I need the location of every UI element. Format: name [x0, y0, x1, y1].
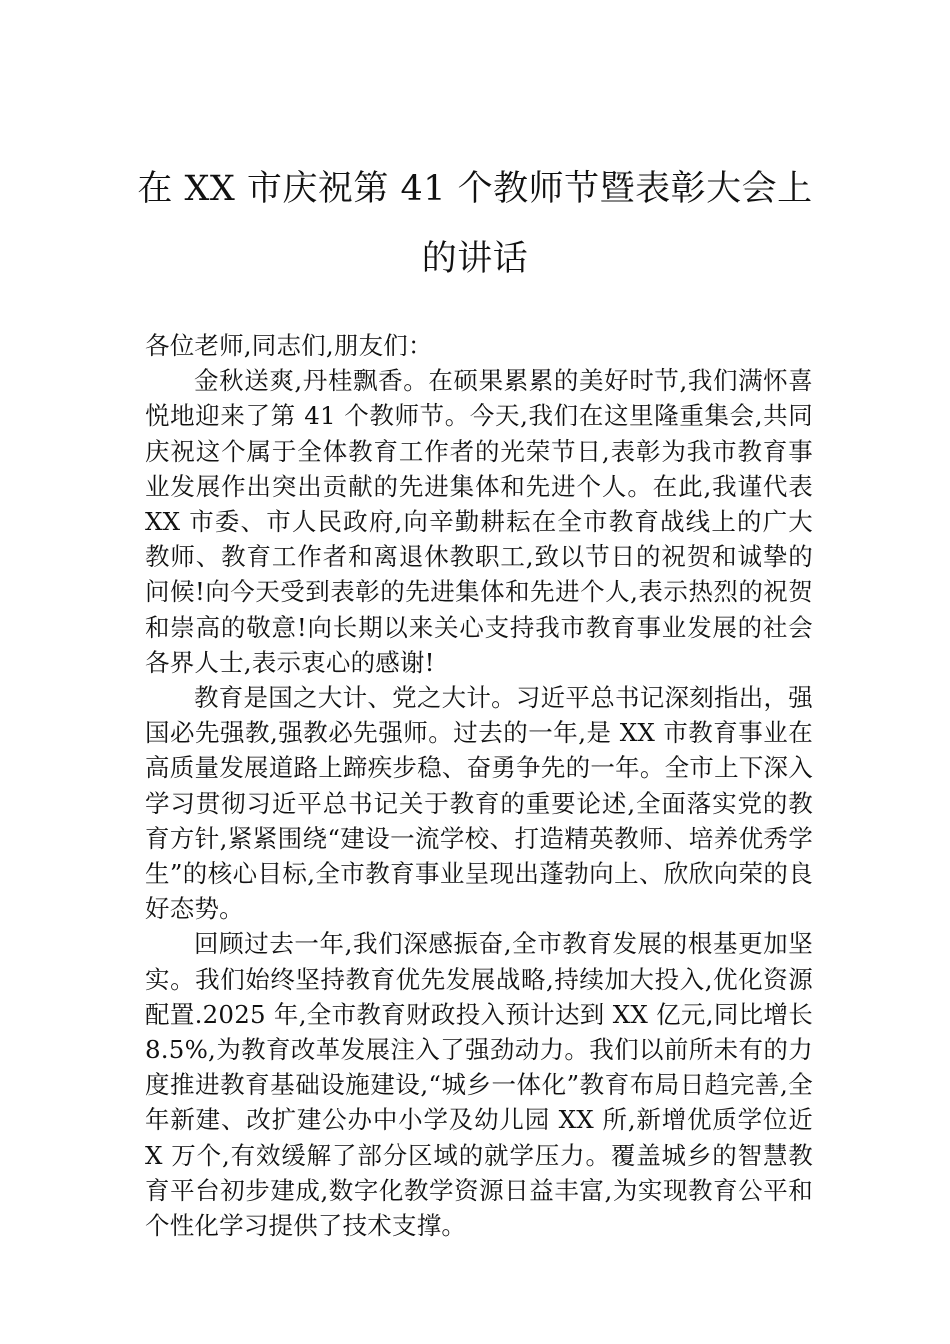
title-line-1: 在 XX 市庆祝第 41 个教师节暨表彰大会上	[137, 169, 813, 209]
paragraph-1: 金秋送爽,丹桂飘香。在硕果累累的美好时节,我们满怀喜悦地迎来了第 41 个教师节。今天,我们在这里隆重集会,共同庆祝这个属于全体教育工作者的光荣节日,表彰为我市教育事业发展作出突出贡献的先进集体和先进个人。在此,我谨代表 XX 市委、市人民政府,向辛勤耕耘在全市教育战线上的广大教师、教育工作者和离退休教职工,致以节日的祝贺和诚挚的问候!向今天受到表彰的先进集体和先进个人,表示热烈的祝贺和崇高的敬意!向长期以来关心支持我市教育事业发展的社会各界人士,表示衷心的感谢!	[145, 366, 813, 677]
paragraph-3: 回顾过去一年,我们深感振奋,全市教育发展的根基更加坚实。我们始终坚持教育优先发展战略,持续加大投入,优化资源配置.2025 年,全市教育财政投入预计达到 XX 亿元,同比增长 8.5%,为教育改革发展注入了强劲动力。我们以前所未有的力度推进教育基础设施建设,“城乡一体化”教育布局日趋完善,全年新建、改扩建公办中小学及幼儿园 XX 所,新增优质学位近 X 万个,有效缓解了部分区域的就学压力。覆盖城乡的智慧教育平台初步建成,数字化教学资源日益丰富,为实现教育公平和个性化学习提供了技术支撑。	[145, 929, 813, 1241]
salutation: 各位老师,同志们,朋友们：	[145, 331, 433, 360]
title-line-2: 的讲话	[421, 239, 529, 279]
paragraph-2: 教育是国之大计、党之大计。习近平总书记深刻指出，强国必先强教,强教必先强师。过去的一年,是 XX 市教育事业在高质量发展道路上蹄疾步稳、奋勇争先的一年。全市上下深入学习贯彻习近平总书记关于教育的重要论述,全面落实党的教育方针,紧紧围绕“建设一流学校、打造精英教师、培养优秀学生”的核心目标,全市教育事业呈现出蓬勃向上、欣欣向荣的良好态势。	[145, 683, 813, 924]
speech-body	[145, 328, 813, 1243]
speech-title	[120, 154, 830, 294]
